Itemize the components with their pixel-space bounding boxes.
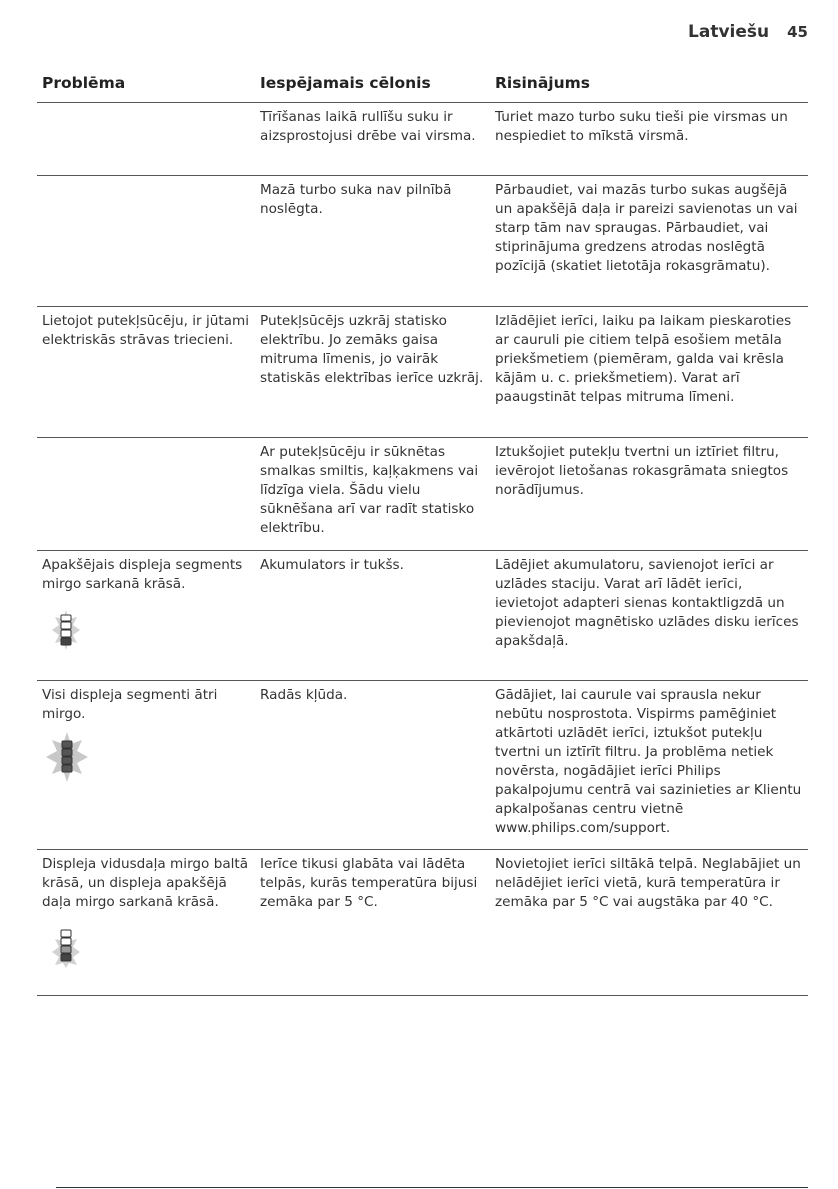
cause-cell bbox=[255, 681, 490, 850]
solution-cell bbox=[490, 850, 808, 996]
cause-text: Radās kļūda. bbox=[260, 687, 348, 703]
problem-cell bbox=[37, 438, 255, 551]
cause-text: Putekļsūcējs uzkrāj statisko elektrību. Jo zemāks gaisa mitruma līmenis, jo vairāk statiskās elektrības ierīce uzkrāj. bbox=[260, 313, 484, 386]
solution-cell bbox=[490, 307, 808, 438]
footer-rule bbox=[56, 1187, 808, 1188]
table-row bbox=[37, 103, 808, 176]
problem-cell bbox=[37, 681, 255, 850]
battery-bottom-segment-icon bbox=[52, 610, 251, 656]
table-row bbox=[37, 438, 808, 551]
problem-cell bbox=[37, 850, 255, 996]
problem-text: Visi displeja segmenti ātri mirgo. bbox=[42, 687, 218, 722]
solution-text: Pārbaudiet, vai mazās turbo sukas augšējā un apakšējā daļa ir pareizi savienotas un vai starp tām nav spraugas. Pārbaudiet, vai stiprinājuma gredzens atrodas noslēgtā pozīcijā (skatiet lietotāja rokasgrāmatu). bbox=[495, 182, 798, 274]
cause-cell bbox=[255, 850, 490, 996]
troubleshooting-table bbox=[37, 70, 808, 996]
table-row bbox=[37, 176, 808, 307]
solution-text: Iztukšojiet putekļu tvertni un iztīriet filtru, ievērojot lietošanas rokasgrāmata sniegtos norādījumus. bbox=[495, 444, 789, 498]
battery-all-segments-blinking-icon bbox=[46, 732, 251, 788]
cause-text: Ar putekļsūcēju ir sūknētas smalkas smiltis, kaļķakmens vai līdzīga viela. Šādu vielu sūknēšana arī var radīt statisko elektrību. bbox=[260, 444, 479, 536]
solution-cell bbox=[490, 551, 808, 681]
solution-cell bbox=[490, 176, 808, 307]
cause-text: Tīrīšanas laikā rullīšu suku ir aizsprostojusi drēbe vai virsma. bbox=[260, 109, 476, 144]
page-header bbox=[688, 22, 808, 42]
cause-cell bbox=[255, 551, 490, 681]
table-row bbox=[37, 551, 808, 681]
cause-text: Akumulators ir tukšs. bbox=[260, 557, 404, 573]
table-row bbox=[37, 307, 808, 438]
solution-cell bbox=[490, 103, 808, 176]
problem-text: Lietojot putekļsūcēju, ir jūtami elektriskās strāvas triecieni. bbox=[42, 313, 250, 348]
header-language: Latviešu bbox=[688, 22, 770, 42]
solution-text: Novietojiet ierīci siltākā telpā. Neglabājiet un nelādējiet ierīci vietā, kurā temperatūra ir zemāka par 5 °C vai augstāka par 40 °C. bbox=[495, 856, 801, 910]
problem-text: Apakšējais displeja segments mirgo sarkanā krāsā. bbox=[42, 557, 243, 592]
problem-cell bbox=[37, 307, 255, 438]
column-header-solution: Risinājums bbox=[490, 70, 808, 103]
cause-text: Mazā turbo suka nav pilnībā noslēgta. bbox=[260, 182, 452, 217]
table-row bbox=[37, 681, 808, 850]
problem-cell bbox=[37, 551, 255, 681]
battery-middle-segment-icon bbox=[52, 928, 251, 974]
cause-text: Ierīce tikusi glabāta vai lādēta telpās, kurās temperatūra bijusi zemāka par 5 °C. bbox=[260, 856, 478, 910]
table-header-row bbox=[37, 70, 808, 103]
column-header-cause: Iespējamais cēlonis bbox=[255, 70, 490, 103]
column-header-problem: Problēma bbox=[37, 70, 255, 103]
table-row bbox=[37, 850, 808, 996]
cause-cell bbox=[255, 438, 490, 551]
cause-cell bbox=[255, 307, 490, 438]
solution-cell bbox=[490, 681, 808, 850]
cause-cell bbox=[255, 176, 490, 307]
problem-text: Displeja vidusdaļa mirgo baltā krāsā, un displeja apakšējā daļa mirgo sarkanā krāsā. bbox=[42, 856, 249, 910]
solution-cell bbox=[490, 438, 808, 551]
problem-cell bbox=[37, 103, 255, 176]
solution-text: Gādājiet, lai caurule vai sprausla nekur nebūtu nosprostota. Vispirms pamēģiniet atkārtoti uzlādēt ierīci, iztukšot putekļu tvertni un iztīrīt filtru. Ja problēma netiek novērsta, nogādājiet ierīci Philips pakalpojumu centrā vai sazinieties ar Klientu apkalpošanas centru vietnē www.philips.com/support. bbox=[495, 687, 802, 836]
problem-cell bbox=[37, 176, 255, 307]
cause-cell bbox=[255, 103, 490, 176]
page-number: 45 bbox=[787, 23, 808, 41]
solution-text: Turiet mazo turbo suku tieši pie virsmas un nespiediet to mīkstā virsmā. bbox=[495, 109, 788, 144]
solution-text: Lādējiet akumulatoru, savienojot ierīci ar uzlādes staciju. Varat arī lādēt ierīci, ievietojot adapteri sienas kontaktligzdā un pievienojot magnētisko uzlādes disku ierīces apakšdaļā. bbox=[495, 557, 799, 649]
solution-text: Izlādējiet ierīci, laiku pa laikam pieskaroties ar cauruli pie citiem telpā esošiem metāla priekšmetiem (piemēram, galda vai krēsla kājām u. c. priekšmetiem). Varat arī paaugstināt telpas mitruma līmeni. bbox=[495, 313, 792, 405]
